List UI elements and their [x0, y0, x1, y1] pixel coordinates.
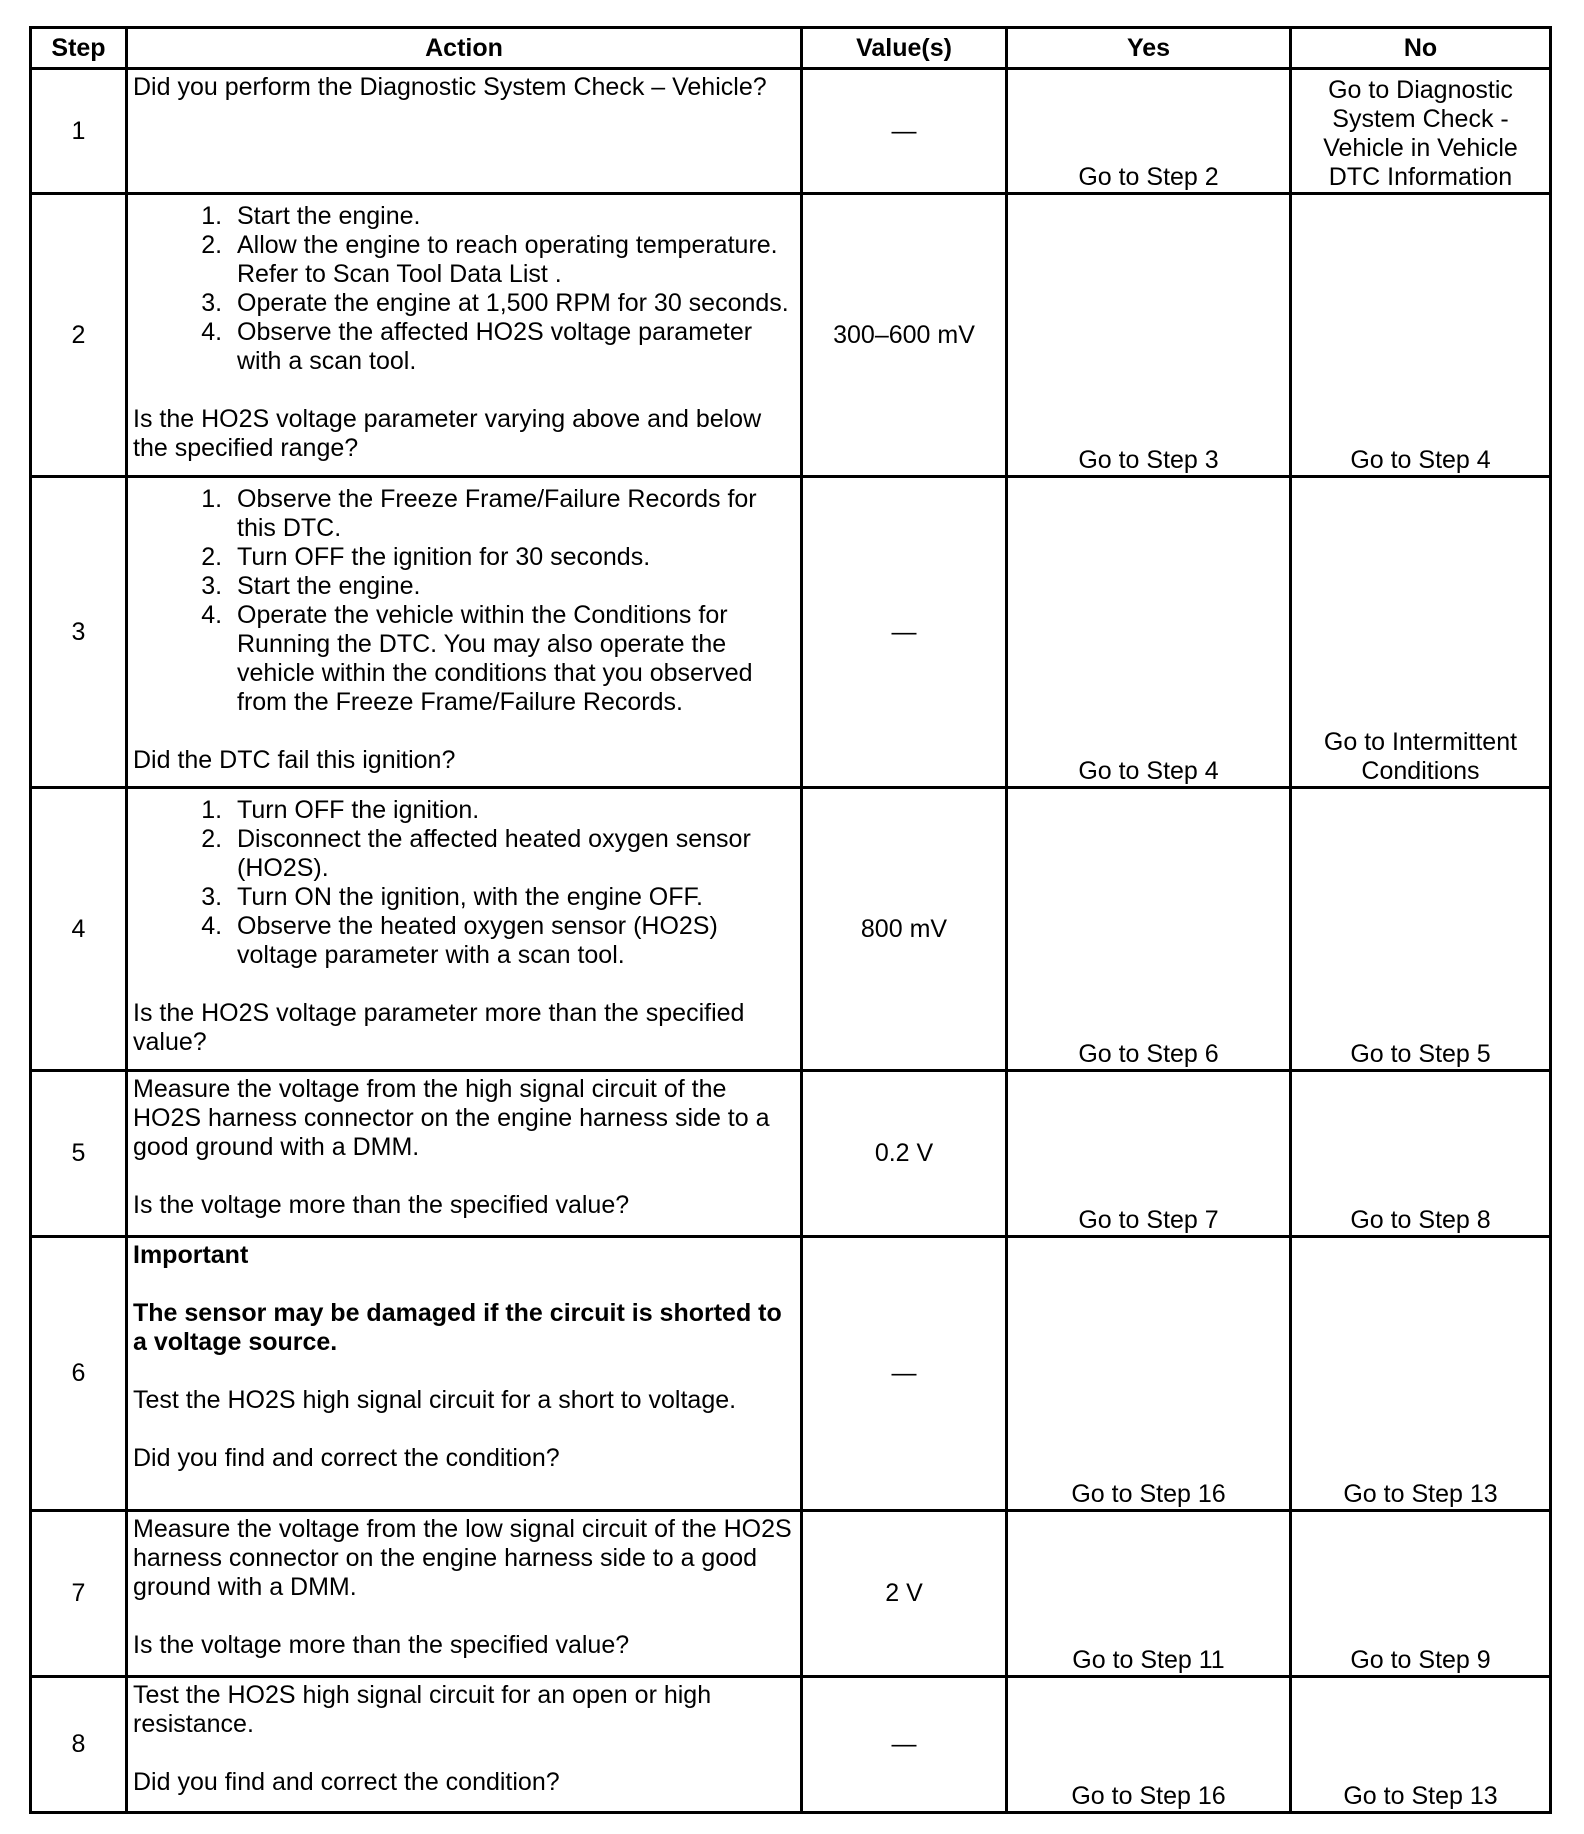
- important-label: Important: [133, 1241, 249, 1269]
- action-cell: [127, 1677, 802, 1813]
- yes-text: Go to Step 2: [1078, 163, 1219, 191]
- action-cell: [127, 1071, 802, 1237]
- table-row: [31, 194, 1551, 477]
- question-text: Is the voltage more than the specified value?: [133, 1631, 630, 1659]
- no-text: Go to Intermittent Conditions: [1323, 728, 1518, 785]
- header-values: Value(s): [802, 28, 1007, 69]
- no-cell: [1291, 1071, 1551, 1237]
- yes-cell: [1007, 194, 1291, 477]
- step-number: 4: [31, 788, 127, 1071]
- question-text: Is the HO2S voltage parameter varying above and below the specified range?: [133, 405, 762, 462]
- value-cell: —: [802, 1237, 1007, 1511]
- action-text: Measure the voltage from the high signal circuit of the HO2S harness connector on the engine harness side to a good ground with a DMM.: [133, 1075, 770, 1161]
- question-text: Did you find and correct the condition?: [133, 1444, 560, 1472]
- action-text: Measure the voltage from the low signal circuit of the HO2S harness connector on the engine harness side to a good ground with a DMM.: [133, 1515, 792, 1601]
- yes-cell: [1007, 1511, 1291, 1677]
- action-cell: [127, 69, 802, 194]
- question-text: Did you find and correct the condition?: [133, 1768, 560, 1796]
- no-text: Go to Step 8: [1350, 1206, 1491, 1234]
- yes-text: Go to Step 16: [1071, 1480, 1226, 1508]
- no-text: Go to Step 13: [1343, 1480, 1498, 1508]
- table-row: [31, 1071, 1551, 1237]
- action-cell: [127, 1511, 802, 1677]
- yes-cell: [1007, 788, 1291, 1071]
- table-row: [31, 1511, 1551, 1677]
- action-text: Test the HO2S high signal circuit for an open or high resistance.: [133, 1681, 712, 1738]
- list-item: 4. Observe the heated oxygen sensor (HO2S) voltage parameter with a scan tool.: [229, 912, 794, 970]
- procedure-list: [133, 485, 794, 717]
- no-cell: [1291, 1511, 1551, 1677]
- header-yes: Yes: [1007, 28, 1291, 69]
- step-number: 5: [31, 1071, 127, 1237]
- list-item: 3. Turn ON the ignition, with the engine OFF.: [229, 883, 794, 912]
- header-row: [31, 28, 1551, 69]
- value-cell: 2 V: [802, 1511, 1007, 1677]
- action-text: Test the HO2S high signal circuit for a short to voltage.: [133, 1386, 737, 1414]
- table-row: [31, 69, 1551, 194]
- action-cell: [127, 477, 802, 788]
- step-number: 7: [31, 1511, 127, 1677]
- yes-text: Go to Step 4: [1078, 757, 1219, 785]
- action-cell: [127, 194, 802, 477]
- no-cell: [1291, 1237, 1551, 1511]
- list-item: 1. Observe the Freeze Frame/Failure Records for this DTC.: [229, 485, 794, 543]
- procedure-list: [133, 796, 794, 970]
- procedure-list: [133, 202, 794, 376]
- yes-cell: [1007, 1071, 1291, 1237]
- list-item: 2. Disconnect the affected heated oxygen sensor (HO2S).: [229, 825, 794, 883]
- diagnostic-table: [29, 26, 1552, 1814]
- value-cell: —: [802, 69, 1007, 194]
- table-row: [31, 1237, 1551, 1511]
- yes-text: Go to Step 6: [1078, 1040, 1219, 1068]
- yes-text: Go to Step 7: [1078, 1206, 1219, 1234]
- step-number: 6: [31, 1237, 127, 1511]
- list-item: 1. Turn OFF the ignition.: [229, 796, 794, 825]
- question-text: Is the HO2S voltage parameter more than the specified value?: [133, 999, 745, 1056]
- action-text: Did you perform the Diagnostic System Check – Vehicle?: [133, 73, 767, 101]
- step-number: 2: [31, 194, 127, 477]
- list-item: 3. Start the engine.: [229, 572, 794, 601]
- no-text: Go to Step 4: [1350, 446, 1491, 474]
- header-action: Action: [127, 28, 802, 69]
- no-cell: [1291, 69, 1551, 194]
- no-cell: [1291, 1677, 1551, 1813]
- table-row: [31, 1677, 1551, 1813]
- list-item: 4. Operate the vehicle within the Conditions for Running the DTC. You may also operate the vehicle within the conditions that you observed from the Freeze Frame/Failure Records.: [229, 601, 794, 717]
- no-text: Go to Diagnostic System Check - Vehicle in Vehicle DTC Information: [1323, 76, 1518, 191]
- no-text: Go to Step 13: [1343, 1782, 1498, 1810]
- question-text: Is the voltage more than the specified value?: [133, 1191, 630, 1219]
- no-cell: [1291, 194, 1551, 477]
- yes-cell: [1007, 1677, 1291, 1813]
- value-cell: —: [802, 477, 1007, 788]
- step-number: 3: [31, 477, 127, 788]
- table-row: [31, 477, 1551, 788]
- list-item: 3. Operate the engine at 1,500 RPM for 30 seconds.: [229, 289, 794, 318]
- yes-text: Go to Step 3: [1078, 446, 1219, 474]
- yes-text: Go to Step 11: [1072, 1646, 1225, 1674]
- value-cell: 0.2 V: [802, 1071, 1007, 1237]
- question-text: Did the DTC fail this ignition?: [133, 746, 456, 774]
- yes-text: Go to Step 16: [1071, 1782, 1226, 1810]
- important-text: The sensor may be damaged if the circuit is shorted to a voltage source.: [133, 1299, 782, 1356]
- step-number: 8: [31, 1677, 127, 1813]
- value-cell: 800 mV: [802, 788, 1007, 1071]
- list-item: 2. Allow the engine to reach operating temperature. Refer to Scan Tool Data List .: [229, 231, 794, 289]
- value-cell: 300–600 mV: [802, 194, 1007, 477]
- no-text: Go to Step 9: [1350, 1646, 1491, 1674]
- no-cell: [1291, 477, 1551, 788]
- table-row: [31, 788, 1551, 1071]
- list-item: 1. Start the engine.: [229, 202, 794, 231]
- action-cell: [127, 788, 802, 1071]
- list-item: 2. Turn OFF the ignition for 30 seconds.: [229, 543, 794, 572]
- no-cell: [1291, 788, 1551, 1071]
- yes-cell: [1007, 69, 1291, 194]
- value-cell: —: [802, 1677, 1007, 1813]
- step-number: 1: [31, 69, 127, 194]
- header-step: Step: [31, 28, 127, 69]
- yes-cell: [1007, 1237, 1291, 1511]
- header-no: No: [1291, 28, 1551, 69]
- yes-cell: [1007, 477, 1291, 788]
- list-item: 4. Observe the affected HO2S voltage parameter with a scan tool.: [229, 318, 794, 376]
- no-text: Go to Step 5: [1350, 1040, 1491, 1068]
- action-cell: [127, 1237, 802, 1511]
